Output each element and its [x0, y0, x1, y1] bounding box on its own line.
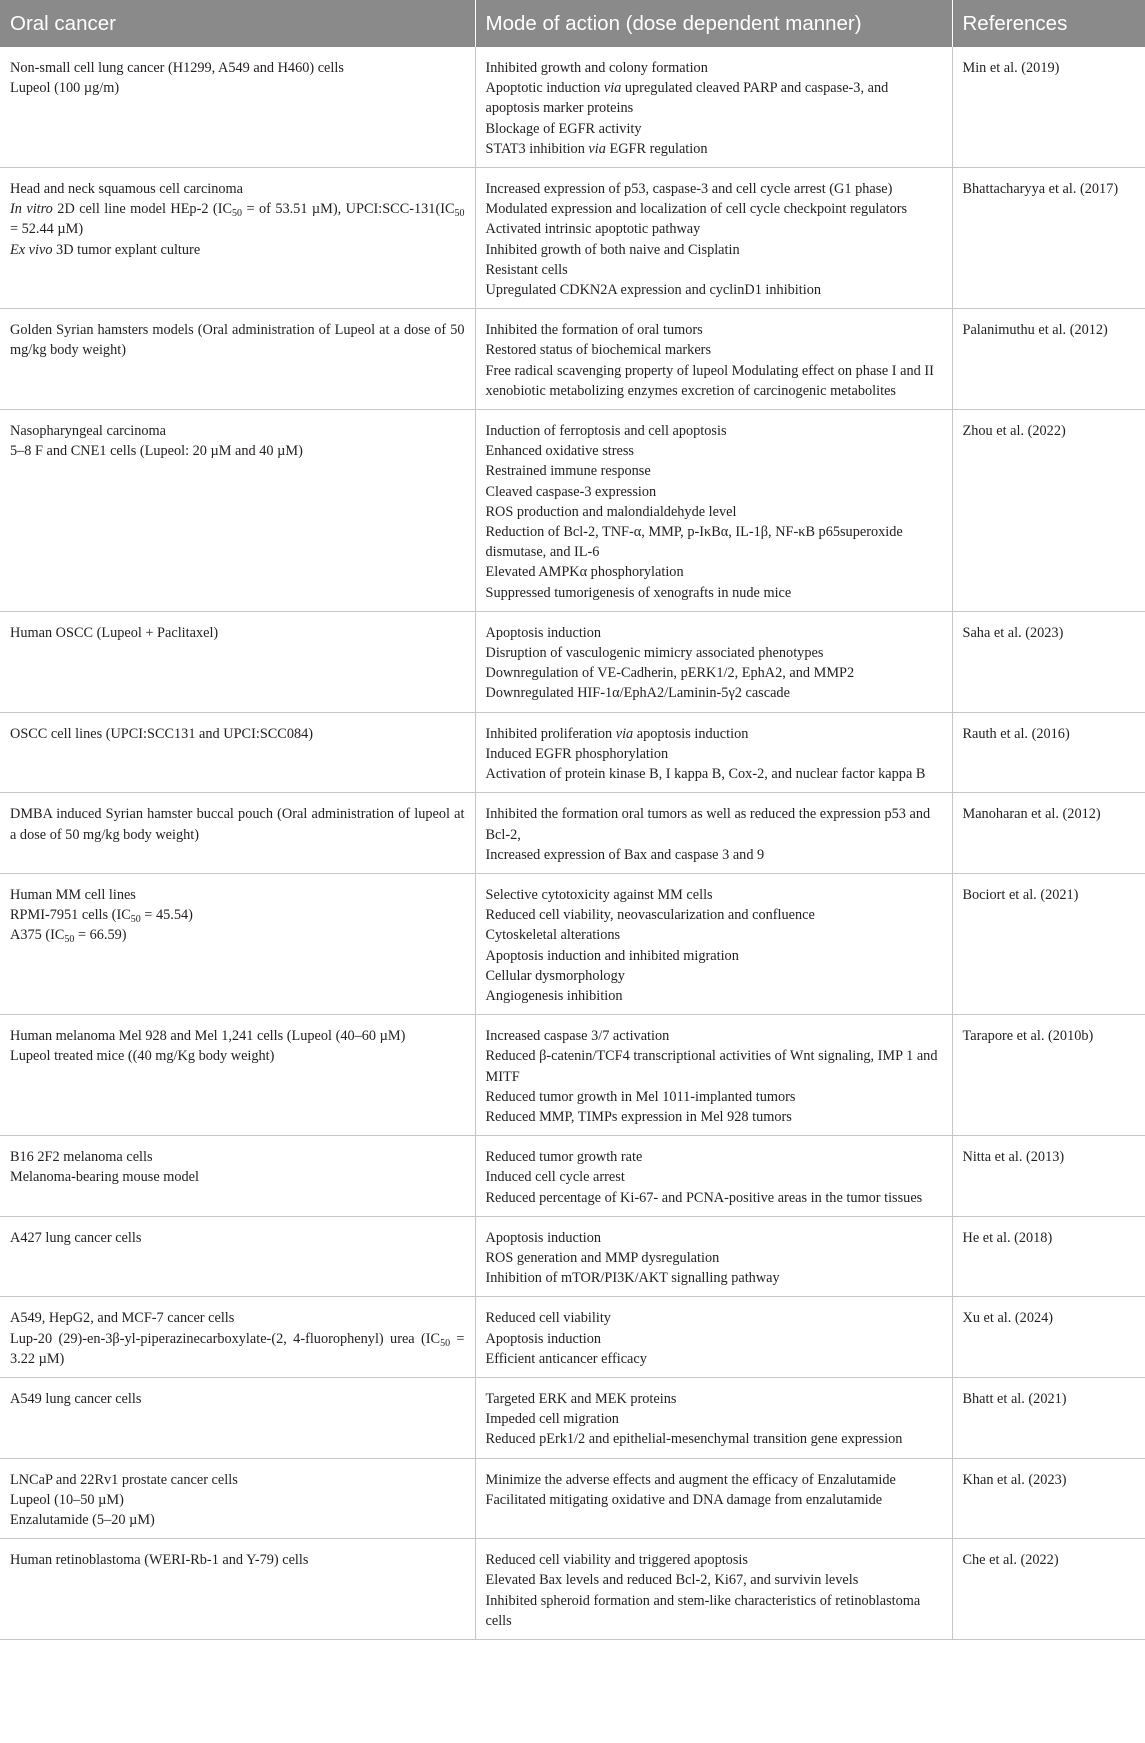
cell-oral-cancer [0, 1297, 475, 1378]
reference-text: He et al. (2018) [962, 1229, 1053, 1246]
cell-mode-of-action [475, 1136, 952, 1217]
reference-text: Tarapore et al. (2010b) [962, 1028, 1094, 1045]
action-line: Cleaved caspase-3 expression [485, 483, 657, 500]
cell-mode-of-action [475, 410, 952, 612]
action-line: Suppressed tumorigenesis of xenografts in nude mice [485, 584, 792, 601]
table-row [0, 1539, 1145, 1640]
action-line: ROS generation and MMP dysregulation [485, 1249, 720, 1266]
cell-reference [952, 410, 1145, 612]
action-line: Downregulation of VE-Cadherin, pERK1/2, EphA2, and MMP2 [485, 665, 855, 682]
cell-oral-cancer [0, 410, 475, 612]
action-line: Inhibition of mTOR/PI3K/AKT signalling pathway [485, 1270, 780, 1287]
reference-text: Zhou et al. (2022) [962, 423, 1066, 440]
model-line: A549 lung cancer cells [10, 1390, 142, 1407]
action-line: Reduced tumor growth in Mel 1011-implanted tumors [485, 1088, 796, 1105]
model-line: Nasopharyngeal carcinoma [10, 423, 167, 440]
model-line: Human MM cell lines [10, 886, 136, 903]
cell-reference [952, 793, 1145, 874]
action-line: Apoptosis induction [485, 624, 602, 641]
action-line: Reduced cell viability, neovascularization and confluence [485, 907, 815, 924]
action-line: Apoptosis induction [485, 1330, 602, 1347]
model-line: Golden Syrian hamsters models (Oral administration of Lupeol at a dose of 50 mg/kg body weight) [10, 322, 465, 359]
table-row [0, 1377, 1145, 1458]
action-line: Reduced tumor growth rate [485, 1149, 643, 1166]
action-line: Inhibited growth of both naive and Cisplatin [485, 241, 740, 258]
table-header [0, 0, 1145, 47]
model-line: DMBA induced Syrian hamster buccal pouch (Oral administration of lupeol at a dose of 50 mg/kg body weight) [10, 806, 465, 843]
action-line: Cytoskeletal alterations [485, 927, 621, 944]
cell-oral-cancer [0, 712, 475, 793]
reference-text: Manoharan et al. (2012) [962, 806, 1101, 823]
action-line: Activation of protein kinase B, I kappa B, Cox-2, and nuclear factor kappa B [485, 766, 926, 783]
cell-oral-cancer [0, 1539, 475, 1640]
action-line: Upregulated CDKN2A expression and cyclinD1 inhibition [485, 282, 822, 299]
model-line: Melanoma-bearing mouse model [10, 1169, 199, 1186]
cell-reference [952, 309, 1145, 410]
model-line: RPMI-7951 cells $(IC_{50} = 45.54)$ [10, 907, 193, 926]
model-line: B16 2F2 melanoma cells [10, 1149, 153, 1166]
cell-oral-cancer [0, 873, 475, 1014]
cell-reference [952, 873, 1145, 1014]
cell-mode-of-action [475, 1539, 952, 1640]
reference-text: Bhatt et al. (2021) [962, 1390, 1067, 1407]
cell-reference [952, 611, 1145, 712]
action-line: Reduced percentage of Ki-67- and PCNA-positive areas in the tumor tissues [485, 1189, 923, 1206]
cell-reference [952, 712, 1145, 793]
reference-text: Khan et al. (2023) [962, 1471, 1067, 1488]
action-line: Inhibited the formation of oral tumors [485, 322, 703, 339]
cell-reference [952, 1458, 1145, 1539]
header-oral-cancer: Oral cancer [0, 0, 475, 47]
model-line: Enzalutamide (5–20 µM) [10, 1511, 155, 1528]
cell-mode-of-action [475, 1458, 952, 1539]
header-mode-of-action: Mode of action (dose dependent manner) [475, 0, 952, 47]
action-line: Targeted ERK and MEK proteins [485, 1390, 677, 1407]
action-line: Angiogenesis inhibition [485, 987, 623, 1004]
model-line: Human OSCC (Lupeol + Paclitaxel) [10, 624, 219, 641]
action-line: Induction of ferroptosis and cell apoptosis [485, 423, 727, 440]
cell-reference [952, 1297, 1145, 1378]
action-line: Restored status of biochemical markers [485, 342, 712, 359]
cell-mode-of-action [475, 712, 952, 793]
action-line: Resistant cells [485, 261, 568, 278]
cell-reference [952, 1015, 1145, 1136]
header-row [0, 0, 1145, 47]
cell-reference [952, 47, 1145, 168]
cell-oral-cancer [0, 1015, 475, 1136]
cell-mode-of-action [475, 1377, 952, 1458]
action-line: Inhibited growth and colony formation [485, 60, 708, 76]
model-line: Non-small cell lung cancer (H1299, A549 and H460) cells [10, 60, 344, 76]
reference-text: Nitta et al. (2013) [962, 1149, 1065, 1166]
cell-oral-cancer [0, 1377, 475, 1458]
action-line: Increased expression of p53, caspase-3 and cell cycle arrest (G1 phase) [485, 181, 893, 198]
cell-mode-of-action [475, 873, 952, 1014]
reference-text: Bociort et al. (2021) [962, 886, 1079, 903]
cell-reference [952, 1216, 1145, 1297]
action-line: Reduced cell viability and triggered apoptosis [485, 1552, 748, 1569]
cell-oral-cancer [0, 1136, 475, 1217]
model-line: In vitro 2D cell line model HEp-2 ($IC_{50}$ = of 53.51 µM), $UPCI:SCC-131(IC_{50} = 52.44$ µM) [10, 201, 465, 238]
model-line: Lupeol treated mice ((40 mg/Kg body weight) [10, 1048, 275, 1065]
table-row [0, 1015, 1145, 1136]
reference-text: Rauth et al. (2016) [962, 725, 1070, 742]
reference-text: Xu et al. (2024) [962, 1310, 1054, 1327]
table-row [0, 47, 1145, 168]
table-row [0, 873, 1145, 1014]
action-line: Restrained immune response [485, 463, 651, 480]
action-line: Inhibited proliferation via apoptosis induction [485, 725, 749, 742]
action-line: Induced EGFR phosphorylation [485, 745, 669, 762]
model-line: A427 lung cancer cells [10, 1229, 142, 1246]
table-body [0, 47, 1145, 1640]
cell-mode-of-action [475, 1015, 952, 1136]
reference-text: Bhattacharyya et al. (2017) [962, 181, 1119, 198]
model-line: Lupeol (10–50 µM) [10, 1491, 124, 1508]
table-row [0, 410, 1145, 612]
action-line: Inhibited the formation oral tumors as well as reduced the expression p53 and Bcl-2, [485, 806, 931, 843]
reference-text: Min et al. (2019) [962, 60, 1060, 76]
reference-text: Che et al. (2022) [962, 1552, 1059, 1569]
cell-mode-of-action [475, 611, 952, 712]
action-line: Downregulated HIF-1α/EphA2/Laminin-5γ2 cascade [485, 685, 790, 702]
cell-mode-of-action [475, 793, 952, 874]
action-line: Efficient anticancer efficacy [485, 1350, 647, 1367]
action-line: Reduction of Bcl-2, TNF-α, MMP, p-IκBα, IL-1β, NF-κB p65superoxide dismutase, and IL-6 [485, 524, 903, 561]
cell-reference [952, 1377, 1145, 1458]
cell-reference [952, 168, 1145, 309]
model-line: Human retinoblastoma (WERI-Rb-1 and Y-79) cells [10, 1552, 309, 1569]
cell-reference [952, 1136, 1145, 1217]
model-line: Ex vivo 3D tumor explant culture [10, 241, 201, 258]
model-line: Lup-20 (29)-en-3β-yl-piperazinecarboxylate-(2, 4-fluorophenyl) urea ($IC_{50} = 3.22$ µM) [10, 1330, 465, 1367]
model-line: A549, HepG2, and MCF-7 cancer cells [10, 1310, 235, 1327]
model-line: Lupeol (100 µg/m) [10, 80, 120, 97]
cell-oral-cancer [0, 793, 475, 874]
action-line: Increased caspase 3/7 activation [485, 1028, 670, 1045]
action-line: Reduced MMP, TIMPs expression in Mel 928 tumors [485, 1108, 792, 1125]
action-line: Facilitated mitigating oxidative and DNA damage from enzalutamide [485, 1491, 883, 1508]
action-line: STAT3 inhibition via EGFR regulation [485, 140, 708, 157]
reference-text: Palanimuthu et al. (2012) [962, 322, 1108, 339]
action-line: Induced cell cycle arrest [485, 1169, 625, 1186]
action-line: Impeded cell migration [485, 1411, 619, 1428]
table-row [0, 611, 1145, 712]
model-line: Head and neck squamous cell carcinoma [10, 181, 244, 198]
action-line: Free radical scavenging property of lupeol Modulating effect on phase I and II xenobiotic metabolizing enzymes excretion of carcinogenic metabolites [485, 362, 934, 399]
action-line: Elevated Bax levels and reduced Bcl-2, Ki67, and survivin levels [485, 1572, 859, 1589]
reference-text: Saha et al. (2023) [962, 624, 1064, 641]
cell-mode-of-action [475, 1216, 952, 1297]
table-row [0, 1458, 1145, 1539]
action-line: Modulated expression and localization of cell cycle checkpoint regulators [485, 201, 908, 218]
model-line: LNCaP and 22Rv1 prostate cancer cells [10, 1471, 238, 1488]
action-line: Apoptotic induction via upregulated cleaved PARP and caspase-3, and apoptosis marker proteins [485, 80, 889, 117]
action-line: Activated intrinsic apoptotic pathway [485, 221, 701, 238]
table-row [0, 1136, 1145, 1217]
action-line: Disruption of vasculogenic mimicry associated phenotypes [485, 645, 824, 662]
action-line: Reduced β-catenin/TCF4 transcriptional activities of Wnt signaling, IMP 1 and MITF [485, 1048, 938, 1085]
action-line: Enhanced oxidative stress [485, 443, 634, 460]
table-row [0, 309, 1145, 410]
cell-mode-of-action [475, 309, 952, 410]
header-references: References [952, 0, 1145, 47]
action-line: Cellular dysmorphology [485, 967, 625, 984]
cell-oral-cancer [0, 1458, 475, 1539]
action-line: Apoptosis induction and inhibited migration [485, 947, 739, 964]
action-line: Minimize the adverse effects and augment the efficacy of Enzalutamide [485, 1471, 896, 1488]
action-line: Inhibited spheroid formation and stem-like characteristics of retinoblastoma cells [485, 1592, 921, 1629]
cell-mode-of-action [475, 168, 952, 309]
action-line: Blockage of EGFR activity [485, 120, 642, 137]
model-line: OSCC cell lines (UPCI:SCC131 and UPCI:SCC084) [10, 725, 314, 742]
table-row [0, 793, 1145, 874]
table-row [0, 712, 1145, 793]
action-line: Elevated AMPKα phosphorylation [485, 564, 684, 581]
table-row [0, 1297, 1145, 1378]
cell-mode-of-action [475, 47, 952, 168]
cell-oral-cancer [0, 1216, 475, 1297]
cell-reference [952, 1539, 1145, 1640]
cell-oral-cancer [0, 47, 475, 168]
action-line: Increased expression of Bax and caspase 3 and 9 [485, 846, 765, 863]
table-row [0, 1216, 1145, 1297]
action-line: Reduced cell viability [485, 1310, 611, 1327]
cell-oral-cancer [0, 611, 475, 712]
model-line: A375 $(IC_{50} = 66.59)$ [10, 927, 127, 946]
cell-oral-cancer [0, 168, 475, 309]
cell-mode-of-action [475, 1297, 952, 1378]
action-line: Reduced pErk1/2 and epithelial-mesenchymal transition gene expression [485, 1431, 903, 1448]
action-line: ROS production and malondialdehyde level [485, 503, 737, 520]
table-row [0, 168, 1145, 309]
cell-oral-cancer [0, 309, 475, 410]
action-line: Apoptosis induction [485, 1229, 602, 1246]
action-line: Selective cytotoxicity against MM cells [485, 886, 713, 903]
model-line: 5–8 F and CNE1 cells (Lupeol: 20 µM and 40 µM) [10, 443, 303, 460]
model-line: Human melanoma Mel 928 and Mel 1,241 cells (Lupeol (40–60 µM) [10, 1028, 406, 1045]
